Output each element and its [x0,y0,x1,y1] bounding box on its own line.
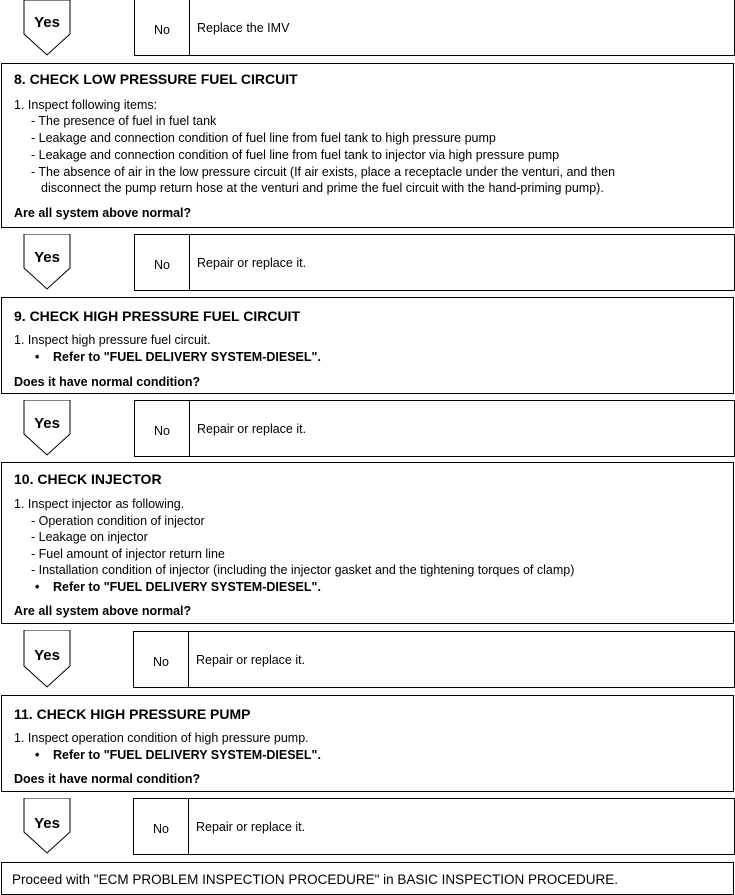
step-10-title: 10. CHECK INJECTOR [14,471,162,487]
bullet-icon: • [35,350,40,364]
step-9-line: 1. Inspect high pressure fuel circuit. [14,333,211,347]
step-9-question: Does it have normal condition? [14,375,201,389]
step-9-refer [35,350,321,364]
refer-text: Refer to "FUEL DELIVERY SYSTEM-DIESEL". [53,350,321,364]
step-9-box [1,297,734,394]
no-row-top [134,0,735,56]
bullet-icon: • [35,748,40,762]
no-action-text: Repair or replace it. [197,422,307,436]
no-label: No [154,424,170,438]
divider [188,632,189,687]
step-10-line: - Leakage on injector [31,530,148,544]
divider [189,0,190,55]
step-8-line: disconnect the pump return hose at the venturi and prime the fuel circuit with the hand-priming pump). [41,181,604,195]
no-row-step-11 [133,798,735,855]
step-8-line: - The absence of air in the low pressure circuit (If air exists, place a receptacle under the venturi, and then [31,165,616,179]
divider [189,401,190,456]
yes-arrow [23,234,73,290]
yes-label: Yes [34,249,60,266]
no-label: No [153,822,169,836]
yes-label: Yes [34,647,60,664]
refer-text: Refer to "FUEL DELIVERY SYSTEM-DIESEL". [53,748,321,762]
yes-label: Yes [34,815,60,832]
step-8-line: - Leakage and connection condition of fuel line from fuel tank to injector via high pressure pump [31,148,560,162]
step-10-question: Are all system above normal? [14,604,192,618]
step-11-title: 11. CHECK HIGH PRESSURE PUMP [14,706,251,722]
no-label: No [153,655,169,669]
yes-arrow [23,0,73,56]
step-8-question: Are all system above normal? [14,206,192,220]
step-11-question: Does it have normal condition? [14,772,201,786]
step-8-box [1,63,734,228]
no-row-step-10 [133,631,735,688]
step-10-line: - Installation condition of injector (including the injector gasket and the tightening torques of clamp) [31,563,575,577]
yes-arrow [23,400,73,456]
divider [189,235,190,290]
step-10-line: - Operation condition of injector [31,514,205,528]
no-action-text: Repair or replace it. [197,256,307,270]
step-11-line: 1. Inspect operation condition of high pressure pump. [14,731,309,745]
no-action-text: Repair or replace it. [196,653,306,667]
step-8-line: - Leakage and connection condition of fuel line from fuel tank to high pressure pump [31,131,496,145]
step-10-line: - Fuel amount of injector return line [31,547,225,561]
refer-text: Refer to "FUEL DELIVERY SYSTEM-DIESEL". [53,580,321,594]
final-text: Proceed with "ECM PROBLEM INSPECTION PROCEDURE" in BASIC INSPECTION PROCEDURE. [12,872,618,887]
step-10-refer [35,580,321,594]
step-9-title: 9. CHECK HIGH PRESSURE FUEL CIRCUIT [14,308,300,324]
yes-label: Yes [34,415,60,432]
step-11-refer [35,748,321,762]
yes-label: Yes [34,14,60,31]
no-row-step-8 [134,234,735,291]
step-10-line: 1. Inspect injector as following. [14,497,185,511]
step-8-title: 8. CHECK LOW PRESSURE FUEL CIRCUIT [14,71,298,87]
bullet-icon: • [35,580,40,594]
step-10-box [1,462,734,624]
step-8-line: - The presence of fuel in fuel tank [31,114,217,128]
final-box [1,862,734,895]
yes-arrow [23,798,73,854]
no-row-step-9 [134,400,735,457]
no-label: No [154,258,170,272]
no-action-text: Replace the IMV [197,21,290,35]
step-11-box [1,695,734,792]
yes-arrow [23,630,73,686]
no-label: No [154,23,170,37]
no-action-text: Repair or replace it. [196,820,306,834]
step-8-line: 1. Inspect following items: [14,98,158,112]
divider [188,799,189,854]
